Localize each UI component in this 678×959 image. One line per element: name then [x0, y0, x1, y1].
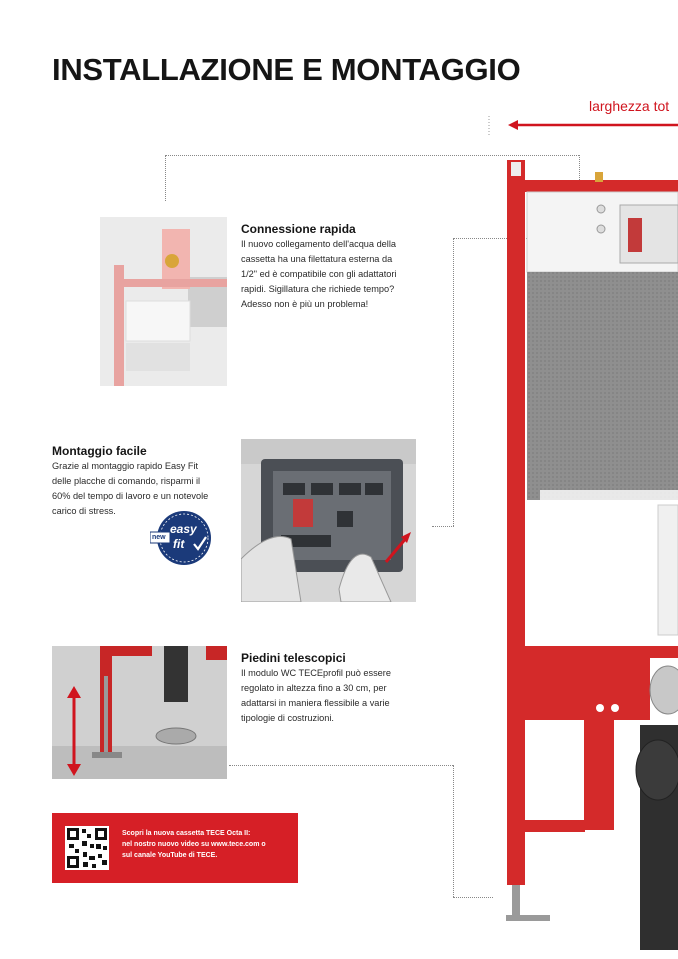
video-banner[interactable]	[52, 813, 298, 883]
feature-text-connection	[241, 237, 431, 312]
leader-line-low-v	[453, 765, 454, 897]
text-line: 1/2" ed è compatibile con gli adattatori	[241, 269, 397, 279]
leader-line-top	[165, 155, 579, 156]
width-arrow	[488, 112, 678, 138]
text-line: rapidi. Sigillatura che richiede tempo?	[241, 284, 395, 294]
text-line: Grazie al montaggio rapido Easy Fit	[52, 461, 199, 471]
feature-heading-feet: Piedini telescopici	[241, 651, 346, 665]
badge-easy: easy	[170, 522, 197, 536]
text-line: delle placche di comando, risparmi il	[52, 476, 201, 486]
text-line: cassetta ha una filettatura esterna da	[241, 254, 393, 264]
text-line: adattarsi in maniera flessibile a varie	[241, 698, 390, 708]
text-line: tipologie di costruzioni.	[241, 713, 334, 723]
feature-heading-mounting: Montaggio facile	[52, 444, 147, 458]
photo-easy-mounting	[241, 439, 416, 602]
text-line: carico di stress.	[52, 506, 116, 516]
text-line: Il modulo WC TECEprofil può essere	[241, 668, 391, 678]
feature-heading-connection: Connessione rapida	[241, 222, 356, 236]
photo-quick-connection	[100, 217, 227, 386]
feature-text-feet	[241, 666, 431, 726]
text-line: regolato in altezza fino a 30 cm, per	[241, 683, 387, 693]
banner-line: Scopri la nuova cassetta TECE Octa II:	[122, 830, 251, 837]
banner-line: sul canale YouTube di TECE.	[122, 852, 218, 859]
page-title: INSTALLAZIONE E MONTAGGIO	[52, 52, 521, 87]
leader-line-low	[229, 765, 453, 766]
badge-new: new	[152, 534, 166, 541]
easy-fit-badge	[150, 508, 212, 568]
leader-line-mid-v	[453, 238, 454, 526]
leader-line-low-end	[453, 897, 493, 898]
qr-code-icon[interactable]	[65, 826, 109, 870]
badge-fit: fit	[173, 537, 185, 551]
text-line: Il nuovo collegamento dell'acqua della	[241, 239, 396, 249]
text-line: Adesso non è più un problema!	[241, 299, 369, 309]
text-line: 60% del tempo di lavoro e un notevole	[52, 491, 209, 501]
installation-frame-illustration	[500, 160, 678, 950]
banner-text	[122, 828, 292, 861]
photo-telescopic-feet	[52, 646, 227, 779]
leader-line-mid-end	[432, 526, 454, 527]
leader-line-top-left	[165, 155, 166, 201]
banner-line: nel nostro nuovo video su www.tece.com o	[122, 841, 266, 848]
width-label: larghezza tot	[589, 98, 670, 114]
